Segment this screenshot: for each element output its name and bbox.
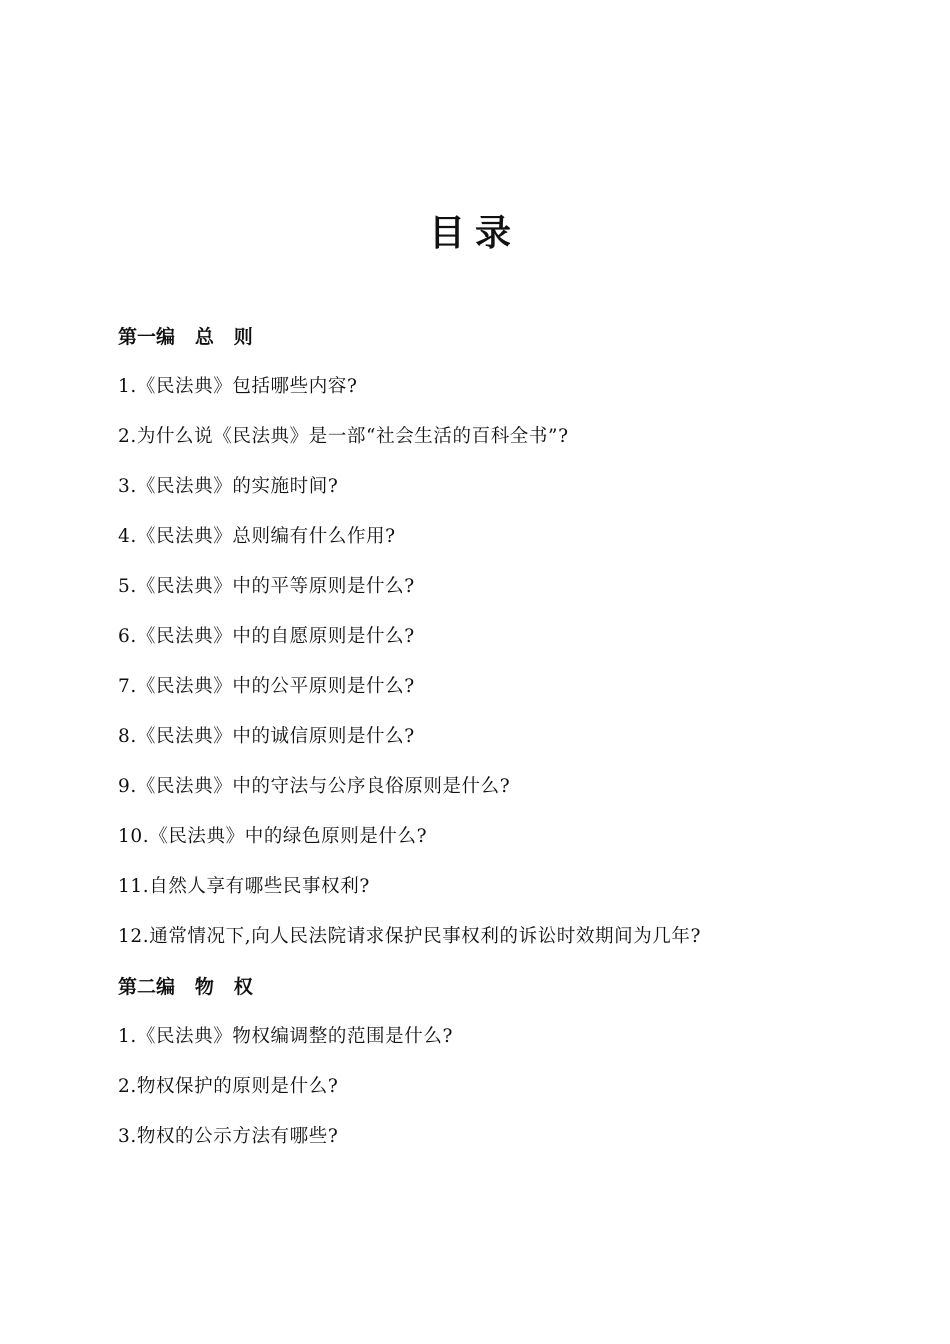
toc-item: 8.《民法典》中的诚信原则是什么? <box>118 726 415 747</box>
toc-item: 5.《民法典》中的平等原则是什么? <box>118 576 415 597</box>
toc-item: 7.《民法典》中的公平原则是什么? <box>118 676 415 697</box>
toc-item: 10.《民法典》中的绿色原则是什么? <box>118 826 428 847</box>
toc-item: 1.《民法典》包括哪些内容? <box>118 376 358 397</box>
toc-item: 3.物权的公示方法有哪些? <box>118 1126 339 1147</box>
toc-item: 11.自然人享有哪些民事权利? <box>118 876 370 897</box>
section-property-rights <box>118 968 908 1168</box>
toc-item: 3.《民法典》的实施时间? <box>118 476 339 497</box>
toc-item: 6.《民法典》中的自愿原则是什么? <box>118 626 415 647</box>
toc-item: 12.通常情况下,向人民法院请求保护民事权利的诉讼时效期间为几年? <box>118 926 702 947</box>
section-heading: 第二编 物 权 <box>118 976 253 998</box>
toc-item: 4.《民法典》总则编有什么作用? <box>118 526 396 547</box>
table-of-contents <box>118 318 908 1168</box>
toc-item: 2.物权保护的原则是什么? <box>118 1076 339 1097</box>
page-title: 目录 <box>428 213 521 254</box>
section-general-provisions <box>118 318 908 968</box>
section-heading: 第一编 总 则 <box>118 326 253 348</box>
toc-item: 2.为什么说《民法典》是一部“社会生活的百科全书”? <box>118 426 569 447</box>
toc-item: 1.《民法典》物权编调整的范围是什么? <box>118 1026 453 1047</box>
toc-item: 9.《民法典》中的守法与公序良俗原则是什么? <box>118 776 511 797</box>
